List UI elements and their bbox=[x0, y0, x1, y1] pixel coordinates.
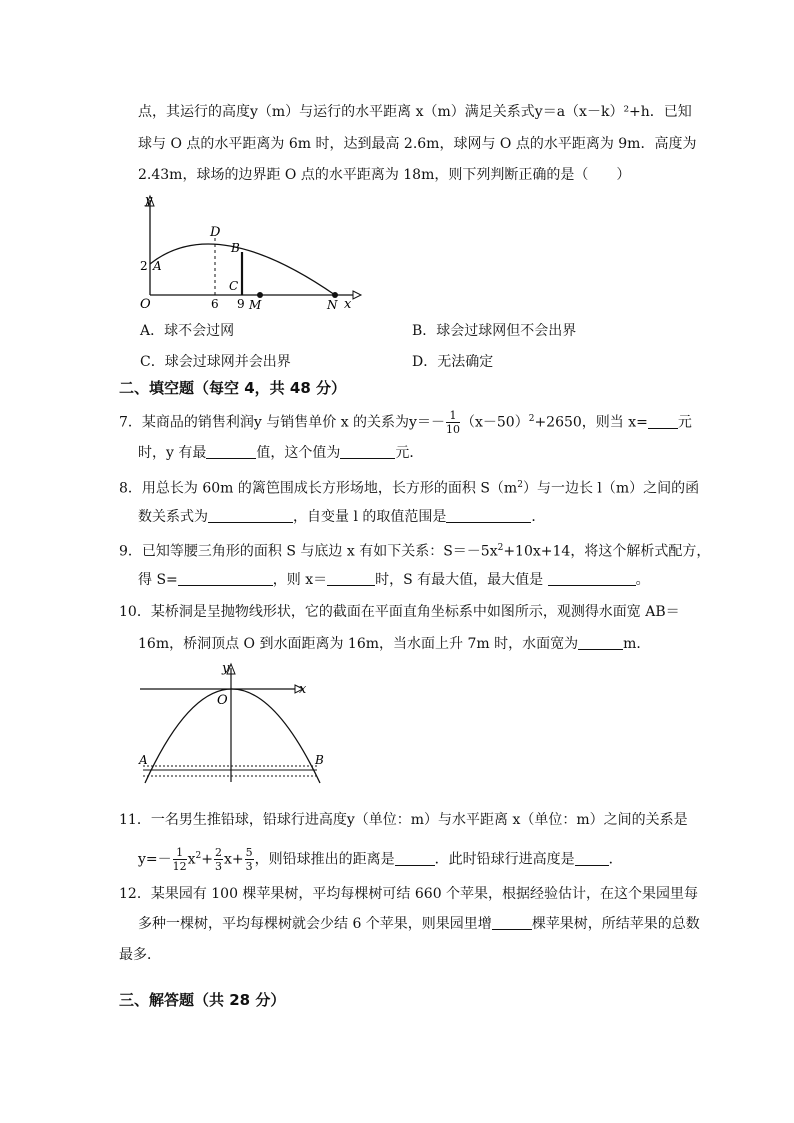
label-x: x bbox=[344, 297, 352, 312]
q8-line-1: 8．用总长为 60m 的篱笆围成长方形场地，长方形的面积 $S(m^2)$与一边长 l（m）之间的函 bbox=[119, 480, 700, 497]
frac-num: 1 bbox=[446, 409, 460, 423]
label-a: A bbox=[153, 259, 162, 273]
frac-den: 3 bbox=[245, 860, 253, 874]
q12-blank-1[interactable] bbox=[492, 915, 532, 930]
q8-line-2 bbox=[138, 507, 545, 527]
q9-blank-3[interactable] bbox=[548, 571, 636, 586]
q7-text-2a: 时，y 有最 bbox=[138, 445, 207, 461]
q9-blank-2[interactable] bbox=[327, 571, 375, 586]
q11-line-1: 11．一名男生推铅球，铅球行进高度y（单位：m）与水平距离 x（单位：m）之间的关系是 bbox=[119, 812, 688, 828]
option-a[interactable]: A．球不会过网 bbox=[140, 323, 235, 339]
q12-line-1: 12．某果园有 100 棵苹果树，平均每棵树可结 660 个苹果，根据经验估计，在这个果园里每 bbox=[119, 886, 699, 902]
label-o: O bbox=[140, 297, 151, 312]
q11-x-plus: x+ bbox=[224, 851, 244, 868]
label-b: B bbox=[315, 753, 324, 767]
q7-text-2c: 元． bbox=[395, 445, 424, 461]
q7-text-a: 7．某商品的销售利润y 与销售单价 x 的关系为y＝－ bbox=[119, 414, 445, 431]
frac-num: 5 bbox=[245, 846, 253, 860]
q9-blank-1[interactable] bbox=[178, 571, 273, 586]
q9-line-1: 9．已知等腰三角形的面积 S 与底边 x 有如下关系：$S=-5x^2+10x+14$，将这个解析式配方， bbox=[119, 543, 711, 560]
label-c: C bbox=[229, 279, 239, 293]
label-6: 6 bbox=[211, 297, 219, 311]
fraction-5-3 bbox=[245, 846, 254, 873]
q11-x: x bbox=[187, 851, 196, 868]
option-c[interactable]: C．球会过球网并会出界 bbox=[140, 354, 291, 370]
label-9: 9 bbox=[237, 297, 245, 311]
q7-blank-1[interactable] bbox=[648, 414, 678, 429]
label-a: A bbox=[139, 753, 148, 767]
option-d[interactable]: D．无法确定 bbox=[412, 354, 494, 370]
q9-text-2d: 。 bbox=[635, 572, 650, 588]
volleyball-trajectory-figure bbox=[135, 190, 365, 315]
label-d: D bbox=[210, 225, 221, 240]
q7-blank-2[interactable] bbox=[206, 444, 256, 459]
q10-text-2a: 16m，桥洞顶点 O 到水面距离为 16m，当水面上升 7m 时，水面宽为 bbox=[138, 636, 579, 652]
q11-line-2: y=－ $\frac{1}{12}$ $x^2+$ $\frac{2}{3}$ x+ $\frac{5}{3}$ ，则铅球推出的距离是 ．此时铅球行进高度是 ． bbox=[138, 846, 623, 874]
q7-line-1: 7．某商品的销售利润y 与销售单价 x 的关系为y＝－ $\frac{1}{10}$ $(x-50)^2+2650$，则当 x= 元 bbox=[119, 409, 692, 437]
q6-line-2: 球与 O 点的水平距离为 6m 时，达到最高 2.6m，球网与 O 点的水平距离为 9m．高度为 bbox=[138, 136, 697, 152]
frac-num: 1 bbox=[173, 846, 187, 860]
q10-line-2 bbox=[138, 634, 650, 654]
q11-blank-2[interactable] bbox=[575, 851, 609, 866]
section-3-heading: 三、解答题（共 28 分） bbox=[119, 991, 286, 1009]
fraction-1-10 bbox=[446, 409, 460, 436]
q7-text-2b: 值，这个值为 bbox=[256, 445, 341, 461]
q9-text-2c: 时，S 有最大值，最大值是 bbox=[375, 572, 544, 588]
q9-text-2b: ，则 x＝ bbox=[272, 572, 328, 588]
fraction-1-12 bbox=[173, 846, 187, 873]
q11-tail-3: ． bbox=[608, 851, 623, 868]
q12-text-2a: 多种一棵树，平均每棵树就会少结 6 个苹果，则果园里增 bbox=[138, 916, 492, 932]
frac-den: 3 bbox=[215, 860, 223, 874]
q6-line-1: 点，其运行的高度y（m）与运行的水平距离 x（m）满足关系式y＝a（x－k）²+h．已知 bbox=[138, 104, 692, 120]
q6-line-3: 2.43m，球场的边界距 O 点的水平距离为 18m，则下列判断正确的是（ ） bbox=[138, 167, 631, 183]
label-n: N bbox=[327, 298, 338, 312]
fraction-2-3 bbox=[214, 846, 223, 873]
bridge-parabola-figure bbox=[135, 658, 325, 788]
q11-y: y=－ bbox=[138, 851, 172, 868]
q8-text-b: ）与一边长 l（m）之间的函 bbox=[522, 480, 700, 497]
q8-text-2a: 数关系式为 bbox=[138, 509, 208, 525]
q12-line-2 bbox=[138, 914, 700, 934]
q11-tail: ，则铅球推出的距离是 bbox=[254, 851, 395, 868]
q11-tail-2: ．此时铅球行进高度是 bbox=[434, 851, 575, 868]
q10-text-2b: m． bbox=[623, 636, 651, 652]
q9-text-b: +10x+14，将这个解析式配方， bbox=[503, 543, 711, 560]
q8-text-a: 8．用总长为 60m 的篱笆围成长方形场地，长方形的面积 S（m bbox=[119, 480, 518, 497]
q10-blank-1[interactable] bbox=[578, 635, 623, 650]
q7-text-c: +2650，则当 x= bbox=[534, 414, 648, 431]
q7-line-2 bbox=[138, 443, 423, 463]
q8-text-2c: ． bbox=[531, 509, 546, 525]
frac-den: 12 bbox=[172, 860, 187, 874]
q8-text-2b: ，自变量 l 的取值范围是 bbox=[293, 509, 447, 525]
q10-line-1: 10．某桥洞是呈抛物线形状，它的截面在平面直角坐标系中如图所示，观测得水面宽 AB＝ bbox=[119, 604, 680, 620]
q12-text-2b: 棵苹果树，所结苹果的总数 bbox=[531, 916, 700, 932]
q7-text-d: 元 bbox=[677, 414, 692, 431]
q8-blank-2[interactable] bbox=[446, 508, 531, 523]
label-y: y bbox=[222, 661, 230, 676]
label-o: O bbox=[217, 693, 228, 708]
q12-line-3: 最多． bbox=[119, 947, 161, 963]
frac-den: 10 bbox=[445, 423, 460, 437]
q9-text-2a: 得 S= bbox=[138, 572, 178, 588]
q7-text-b: （x－50） bbox=[460, 414, 529, 431]
q11-blank-1[interactable] bbox=[395, 851, 435, 866]
q8-blank-1[interactable] bbox=[208, 508, 293, 523]
q11-plus: + bbox=[201, 851, 214, 868]
q9-text-a: 9．已知等腰三角形的面积 S 与底边 x 有如下关系：S＝－5x bbox=[119, 543, 498, 560]
frac-num: 2 bbox=[215, 846, 223, 860]
label-y: y bbox=[145, 193, 153, 208]
q9-line-2 bbox=[138, 570, 650, 590]
label-b: B bbox=[231, 241, 240, 255]
bridge-arch bbox=[145, 689, 320, 783]
q7-blank-3[interactable] bbox=[340, 444, 395, 459]
section-2-heading: 二、填空题（每空 4，共 48 分） bbox=[119, 379, 346, 397]
label-x: x bbox=[299, 682, 307, 697]
label-2: 2 bbox=[140, 259, 148, 273]
label-m: M bbox=[249, 298, 262, 312]
option-b[interactable]: B．球会过球网但不会出界 bbox=[412, 323, 577, 339]
